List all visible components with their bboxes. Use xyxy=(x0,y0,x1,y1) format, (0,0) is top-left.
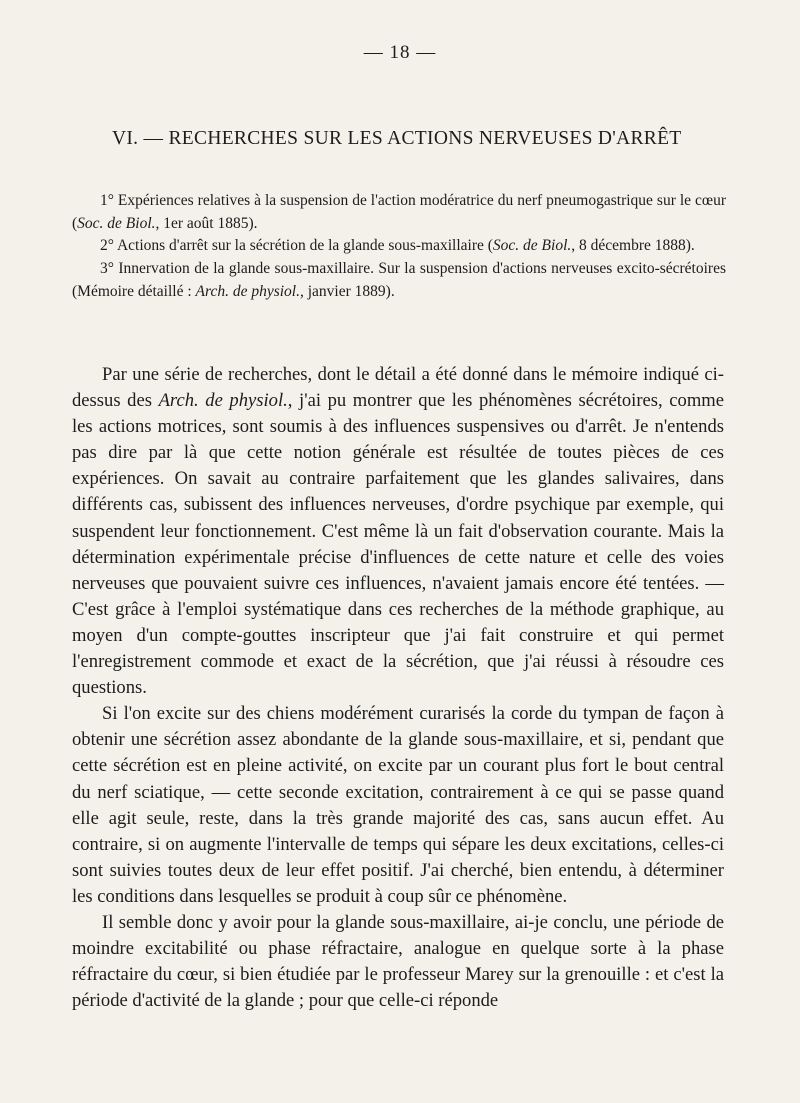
journal-citation: Soc. de Biol. xyxy=(77,214,156,232)
journal-citation: Arch. de physiol. xyxy=(158,390,288,412)
section-title: VI. — RECHERCHES SUR LES ACTIONS NERVEUSES D'ARRÊT xyxy=(112,128,682,149)
body-text xyxy=(72,362,724,1014)
paragraph: Il semble donc y avoir pour la glande sous-maxillaire, ai-je conclu, une période de moindre excitabilité ou phase réfractaire, analogue en quelque sorte à la phase réfractaire du cœur, si bien étudiée par le professeur Marey sur la grenouille : et c'est la période d'activité de la glande ; pour que celle-ci réponde xyxy=(72,911,724,1012)
reference-list xyxy=(72,190,726,304)
reference-item: 1° Expériences relatives à la suspension de l'action modératrice du nerf pneumogastrique sur le cœur (Soc. de Biol., 1er août 1885). xyxy=(72,192,726,232)
reference-item: 2° Actions d'arrêt sur la sécrétion de la glande sous-maxillaire (Soc. de Biol., 8 décembre 1888). xyxy=(100,237,695,255)
journal-citation: Arch. de physiol. xyxy=(195,282,300,300)
reference-item: 3° Innervation de la glande sous-maxillaire. Sur la suspension d'actions nerveuses excito-sécrétoires (Mémoire détaillé : Arch. de physiol., janvier 1889). xyxy=(72,260,726,300)
journal-citation: Soc. de Biol. xyxy=(492,237,572,255)
paragraph: Par une série de recherches, dont le détail a été donné dans le mémoire indiqué ci-dessus des Arch. de physiol., j'ai pu montrer que les phénomènes sécrétoires, comme les actions motrices, sont soumis à des influences suspensives ou d'arrêt. Je n'entends pas dire par là que cette notion générale est résultée de toutes pièces de ces expériences. On savait au contraire parfaitement que les glandes salivaires, dans différents cas, subissent des influences nerveuses, d'ordre psychique par exemple, qui suspendent leur fonctionnement. C'est même là un fait d'observation courante. Mais la détermination expérimentale précise d'influences de cette nature et celle des voies nerveuses que pouvaient suivre ces influences, n'avaient jamais encore été tentées. — C'est grâce à l'emploi systématique dans ces recherches de la méthode graphique, au moyen d'un compte-gouttes inscripteur que j'ai fait construire et qui permet l'enregistrement commode et exact de la sécrétion, que j'ai réussi à résoudre ces questions. xyxy=(72,364,725,699)
paragraph: Si l'on excite sur des chiens modérément curarisés la corde du tympan de façon à obtenir une sécrétion assez abondante de la glande sous-maxillaire, et si, pendant que cette sécrétion est en pleine activité, on excite par un courant plus fort le bout central du nerf sciatique, — cette seconde excitation, contrairement à ce qui se passe quand elle agit seule, reste, dans la très grande majorité des cas, sans aucun effet. Au contraire, si on augmente l'intervalle de temps qui sépare les deux excitations, celles-ci sont suivies toutes deux de leur effet positif. J'ai cherché, bien entendu, à déterminer les conditions dans lesquelles se produit à coup sûr ce phénomène. xyxy=(72,703,724,907)
page-number: — 18 — xyxy=(363,42,437,63)
